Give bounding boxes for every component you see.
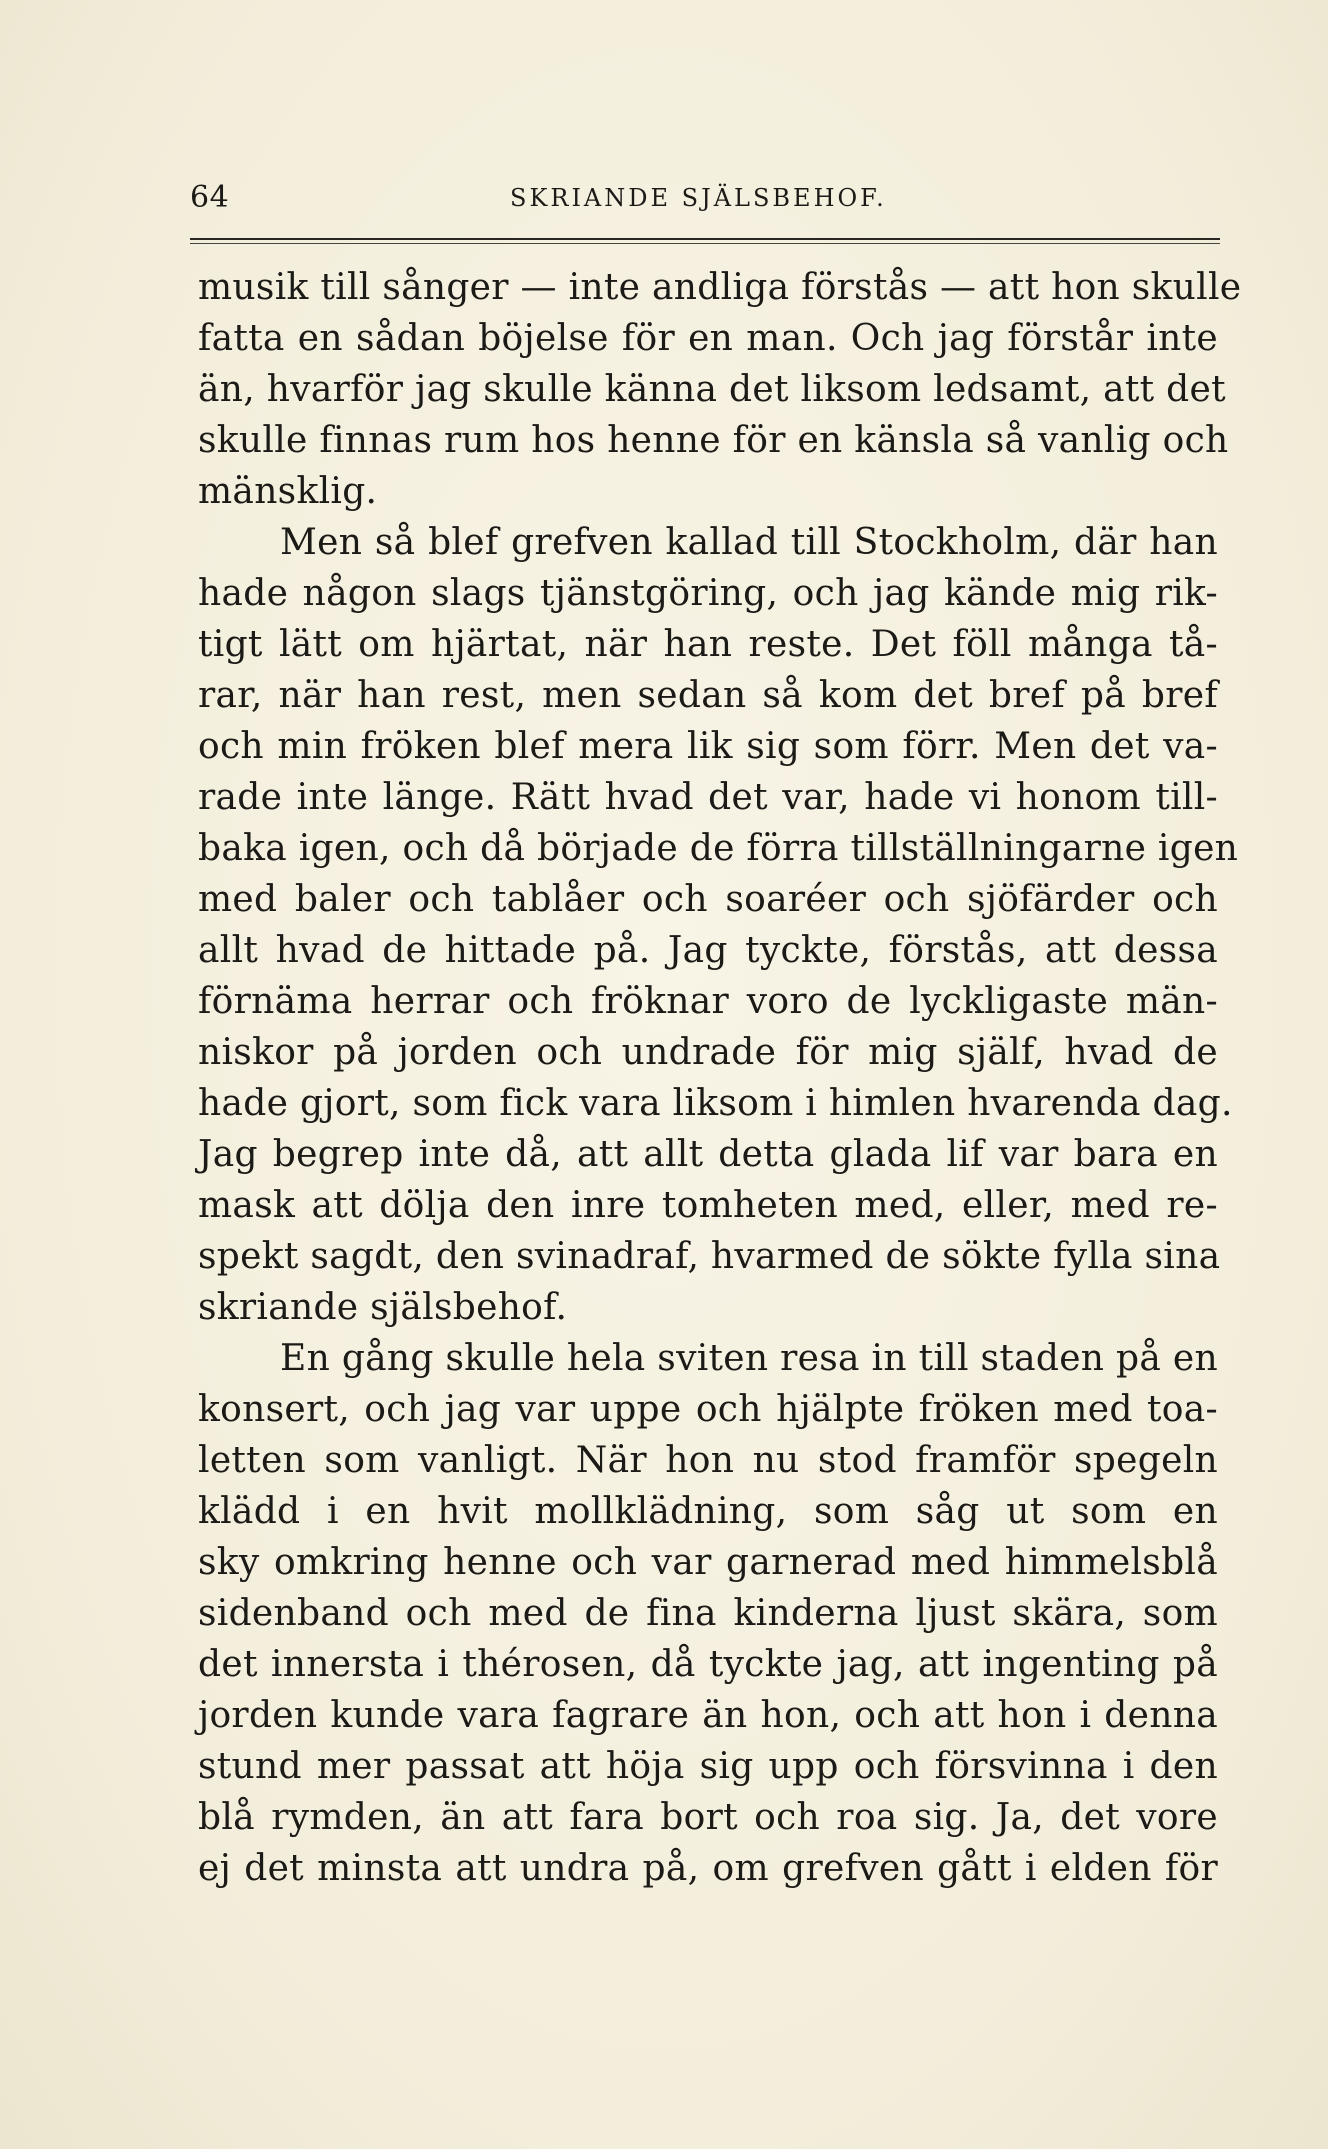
text-line: med baler och tablåer och soaréer och sjöfärder och — [198, 879, 1218, 920]
text-line: niskor på jorden och undrade för mig själf, hvad de — [198, 1032, 1218, 1073]
text-line: mask att dölja den inre tomheten med, eller, med re- — [198, 1185, 1218, 1226]
text-line: ej det minsta att undra på, om grefven gått i elden för — [198, 1848, 1218, 1889]
text-line: sidenband och med de fina kinderna ljust skära, som — [198, 1593, 1218, 1634]
text-line: och min fröken blef mera lik sig som förr. Men det va- — [198, 726, 1218, 767]
header-rule-thin — [190, 243, 1220, 244]
text-line: Men så blef grefven kallad till Stockholm, där han — [280, 522, 1218, 563]
text-line: rade inte länge. Rätt hvad det var, hade vi honom till- — [198, 777, 1218, 818]
text-line: spekt sagdt, den svinadraf, hvarmed de sökte fylla sina — [198, 1236, 1221, 1277]
text-line: Jag begrep inte då, att allt detta glada lif var bara en — [198, 1134, 1218, 1175]
text-line: än, hvarför jag skulle känna det liksom ledsamt, att det — [198, 369, 1226, 410]
page-header — [190, 180, 1220, 220]
text-line: sky omkring henne och var garnerad med himmelsblå — [198, 1542, 1218, 1583]
text-line: mänsklig. — [198, 471, 378, 512]
text-line: tigt lätt om hjärtat, när han reste. Det föll många tå- — [198, 624, 1218, 665]
text-line: konsert, och jag var uppe och hjälpte fröken med toa- — [198, 1389, 1218, 1430]
text-line: letten som vanligt. När hon nu stod framför spegeln — [198, 1440, 1218, 1481]
text-line: musik till sånger — inte andliga förstås — att hon skulle — [198, 267, 1242, 308]
text-line: baka igen, och då började de förra tillställningarne igen — [198, 828, 1239, 869]
page-number: 64 — [190, 180, 230, 215]
text-line: jorden kunde vara fagrare än hon, och att hon i denna — [198, 1695, 1218, 1736]
text-line: skriande själsbehof. — [198, 1287, 568, 1328]
text-line: stund mer passat att höja sig upp och försvinna i den — [198, 1746, 1218, 1787]
body-text — [198, 262, 1242, 1894]
header-rule — [190, 238, 1220, 240]
text-line: hade gjort, som fick vara liksom i himlen hvarenda dag. — [198, 1083, 1233, 1124]
text-line: En gång skulle hela sviten resa in till staden på en — [280, 1338, 1218, 1379]
text-line: det innersta i thérosen, då tyckte jag, att ingenting på — [198, 1644, 1218, 1685]
running-title: SKRIANDE SJÄLSBEHOF. — [510, 184, 887, 212]
text-line: blå rymden, än att fara bort och roa sig. Ja, det vore — [198, 1797, 1218, 1838]
text-line: förnäma herrar och fröknar voro de lyckligaste män- — [198, 981, 1218, 1022]
text-line: rar, när han rest, men sedan så kom det bref på bref — [198, 675, 1218, 716]
text-line: hade någon slags tjänstgöring, och jag kände mig rik- — [198, 573, 1218, 614]
text-line: fatta en sådan böjelse för en man. Och jag förstår inte — [198, 318, 1218, 359]
text-line: allt hvad de hittade på. Jag tyckte, förstås, att dessa — [198, 930, 1218, 971]
text-line: klädd i en hvit mollklädning, som såg ut som en — [198, 1491, 1218, 1532]
text-line: skulle finnas rum hos henne för en känsla så vanlig och — [198, 420, 1229, 461]
